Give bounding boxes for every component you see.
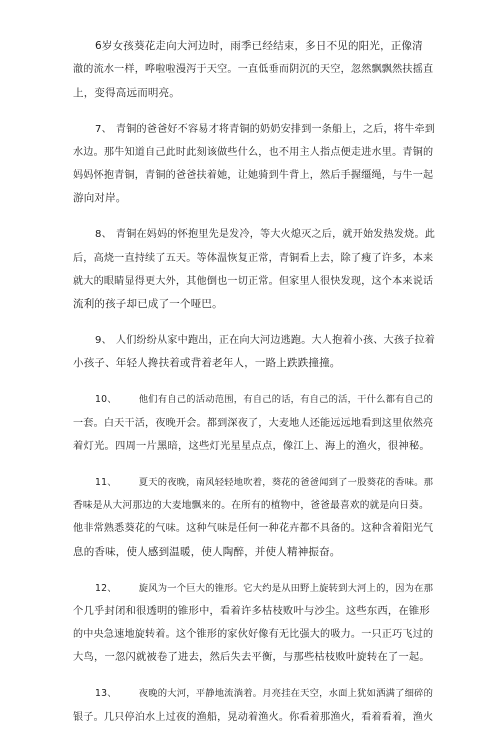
text-line: [73, 388, 433, 411]
text-line: [73, 223, 436, 246]
paragraph-number: 7、: [95, 123, 112, 135]
text-line: 香味是从大河那边的大麦地飘来的。在所有的植物中，爸爸最喜欢的就是向日葵。: [73, 500, 429, 512]
paragraph-8: [73, 223, 436, 316]
paragraph-10: [73, 388, 433, 458]
text-line: [73, 471, 433, 494]
line-text: 夜晚的大河，平静地流淌着。月亮挂在天空，水面上犹如洒满了细碎的: [138, 688, 434, 700]
line-text: 他们有自己的活动范围，有自己的话，有自己的活，干什么都有自己的: [138, 394, 434, 406]
text-line: 妈妈怀抱青铜，青铜的爸爸扶着她，让她骑到牛背上，然后手握缰绳，与牛一起: [73, 170, 434, 182]
paragraph-9: [73, 329, 436, 376]
text-line: 大鸟，一忽闪就被卷了进去，然后失去平衡，与那些枯枝败叶旋转在了一起。: [73, 651, 430, 664]
paragraph-11: [73, 471, 433, 564]
paragraph-12: [73, 577, 433, 670]
text-line: 他非常熟悉葵花的气味。这种气味是任何一种花卉都不具备的。这种含着阳光气: [73, 523, 434, 535]
text-line: 水边。那牛知道自己此时此刻该做些什么，也不用主人指点便走进水里。青铜的: [73, 146, 434, 158]
text-line: [73, 329, 436, 352]
text-line: [73, 682, 433, 705]
text-line: 游向对岸。: [73, 192, 127, 205]
text-line: 后，高烧一直持续了五天。等体温恢复正常，青铜看上去，除了瘦了许多，本来: [73, 252, 434, 264]
text-line: 澈的流水一样，哗啦啦漫泻于天空。一直低垂而阴沉的天空，忽然飘飘然扶摇直: [73, 64, 434, 76]
paragraph-number: 10、: [95, 394, 117, 406]
paragraph-7: [73, 118, 436, 211]
text-line: 上，变得高远而明亮。: [73, 86, 180, 99]
text-line: 着灯光。四周一片黑暗，这些灯光星星点点，像江上、海上的渔火，很神秘。: [73, 439, 430, 452]
paragraph-number: 13、: [95, 688, 117, 700]
text-line: 息的香味，使人感到温暖，使人陶醉，并使人精神振奋。: [73, 545, 341, 558]
paragraph-number: 9、: [95, 335, 112, 347]
line-text: 夏天的夜晚，南风轻轻地吹着，葵花的爸爸闻到了一股葵花的香味。那: [138, 476, 434, 488]
paragraph-number: 8、: [95, 229, 112, 241]
text-line: 流利的孩子却已成了一个哑巴。: [73, 298, 223, 311]
text-line: [73, 118, 436, 141]
text-line: 6岁女孩葵花走向大河边时，雨季已经结束，多日不见的阳光，正像清: [95, 40, 423, 52]
text-line: [73, 577, 433, 600]
text-line: 个几乎封闭和很透明的锥形中，看着许多枯枝败叶与沙尘。这些东西，在锥形: [73, 604, 430, 617]
paragraph-number: 12、: [95, 582, 117, 594]
paragraph-6: [73, 35, 433, 105]
line-text: 旋风为一个巨大的锥形。它大约是从田野上旋转到大河上的，因为在那: [138, 582, 434, 594]
paragraph-number: 11、: [95, 476, 117, 488]
text-line: 一套。白天干活，夜晚开会。都到深夜了，大麦地人还能远远地看到这里依然亮: [73, 417, 434, 429]
paragraph-13: [73, 682, 433, 729]
text-line: 银子。几只停泊水上过夜的渔船，晃动着渔火。你看着那渔火，看着看着，渔火: [73, 711, 434, 723]
text-line: 小孩子、年轻人搀扶着或背着老年人，一路上跌跌撞撞。: [73, 357, 341, 370]
line-text: 青铜在妈妈的怀抱里先是发冷，等大火熄灭之后，就开始发热发烧。此: [115, 229, 436, 241]
text-line: 的中央急速地旋转着。这个锥形的家伙好像有无比强大的吸力。一只正巧飞过的: [73, 629, 434, 641]
line-text: 青铜的爸爸好不容易才将青铜的奶奶安排到一条船上，之后，将牛牵到: [115, 123, 436, 135]
text-line: 就大的眼睛显得更大外，其他倒也一切正常。但家里人很快发现，这个本来说话: [73, 275, 434, 287]
line-text: 人们纷纷从家中跑出，正在向大河边逃跑。大人抱着小孩、大孩子拉着: [115, 335, 436, 347]
